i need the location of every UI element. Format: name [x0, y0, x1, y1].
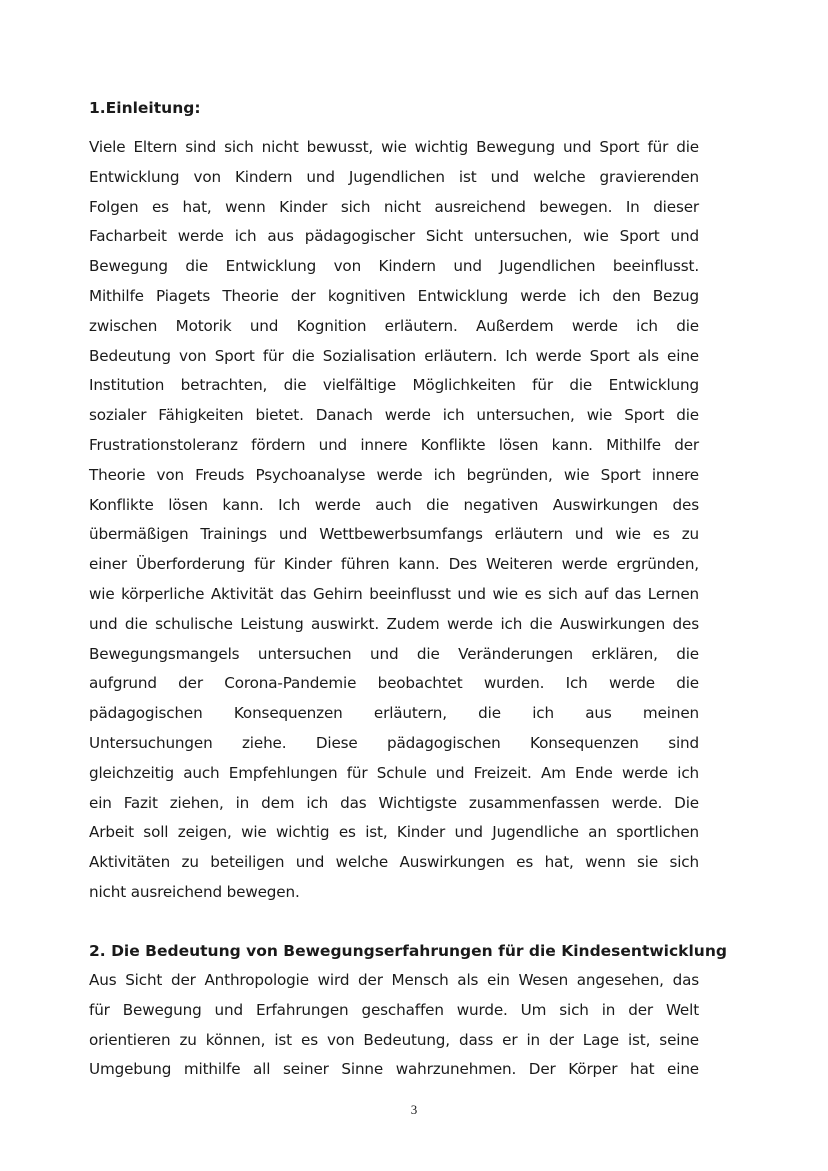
page-number: 3: [410, 1102, 418, 1117]
text-line: Umgebung mithilfe all seiner Sinne wahrzunehmen. Der Körper hat eine: [89, 1060, 699, 1079]
text-line: Folgen es hat, wenn Kinder sich nicht ausreichend bewegen. In dieser: [89, 197, 699, 216]
text-line: pädagogischen Konsequenzen erläutern, die ich aus meinen: [89, 704, 699, 723]
text-line: orientieren zu können, ist es von Bedeutung, dass er in der Lage ist, seine: [89, 1030, 699, 1049]
section-heading-einleitung: 1.Einleitung:: [89, 99, 201, 117]
text-line: zwischen Motorik und Kognition erläutern. Außerdem werde ich die: [89, 316, 699, 335]
text-line: wie körperliche Aktivität das Gehirn beeinflusst und wie es sich auf das Lernen: [89, 584, 699, 603]
text-line: Entwicklung von Kindern und Jugendlichen ist und welche gravierenden: [89, 167, 699, 186]
text-line: ein Fazit ziehen, in dem ich das Wichtigste zusammenfassen werde. Die: [89, 793, 699, 812]
text-line: Facharbeit werde ich aus pädagogischer Sicht untersuchen, wie Sport und: [89, 227, 699, 246]
text-line: Bewegung die Entwicklung von Kindern und Jugendlichen beeinflusst.: [89, 257, 699, 276]
text-line: Mithilfe Piagets Theorie der kognitiven Entwicklung werde ich den Bezug: [89, 286, 699, 305]
section-heading-bewegungserfahrungen: 2. Die Bedeutung von Bewegungserfahrungen für die Kindesentwicklung: [89, 942, 727, 960]
text-line: gleichzeitig auch Empfehlungen für Schule und Freizeit. Am Ende werde ich: [89, 763, 699, 782]
text-line: Bedeutung von Sport für die Sozialisation erläutern. Ich werde Sport als eine: [89, 346, 699, 365]
text-line: Arbeit soll zeigen, wie wichtig es ist, Kinder und Jugendliche an sportlichen: [89, 823, 699, 842]
text-line: Viele Eltern sind sich nicht bewusst, wie wichtig Bewegung und Sport für die: [89, 138, 699, 156]
text-line: Institution betrachten, die vielfältige Möglichkeiten für die Entwicklung: [89, 376, 699, 395]
text-line: Konflikte lösen kann. Ich werde auch die negativen Auswirkungen des: [89, 495, 699, 514]
section-paragraph-einleitung: [89, 133, 699, 908]
text-line: Aus Sicht der Anthropologie wird der Mensch als ein Wesen angesehen, das: [89, 971, 699, 989]
text-line: aufgrund der Corona-Pandemie beobachtet wurden. Ich werde die: [89, 674, 699, 693]
text-line: für Bewegung und Erfahrungen geschaffen wurde. Um sich in der Welt: [89, 1000, 699, 1019]
section-paragraph-bewegungserfahrungen: [89, 966, 699, 1085]
text-line: Theorie von Freuds Psychoanalyse werde ich begründen, wie Sport innere: [89, 465, 699, 484]
text-line: Aktivitäten zu beteiligen und welche Auswirkungen es hat, wenn sie sich: [89, 853, 699, 872]
text-line: Bewegungsmangels untersuchen und die Veränderungen erklären, die: [89, 644, 699, 663]
text-line: sozialer Fähigkeiten bietet. Danach werde ich untersuchen, wie Sport die: [89, 406, 699, 425]
text-line: einer Überforderung für Kinder führen kann. Des Weiteren werde ergründen,: [89, 555, 699, 574]
text-line: nicht ausreichend bewegen.: [89, 882, 300, 901]
text-line: Untersuchungen ziehe. Diese pädagogischen Konsequenzen sind: [89, 733, 699, 752]
text-line: Frustrationstoleranz fördern und innere Konflikte lösen kann. Mithilfe der: [89, 435, 699, 454]
text-line: übermäßigen Trainings und Wettbewerbsumfangs erläutern und wie es zu: [89, 525, 699, 544]
text-line: und die schulische Leistung auswirkt. Zudem werde ich die Auswirkungen des: [89, 614, 699, 633]
